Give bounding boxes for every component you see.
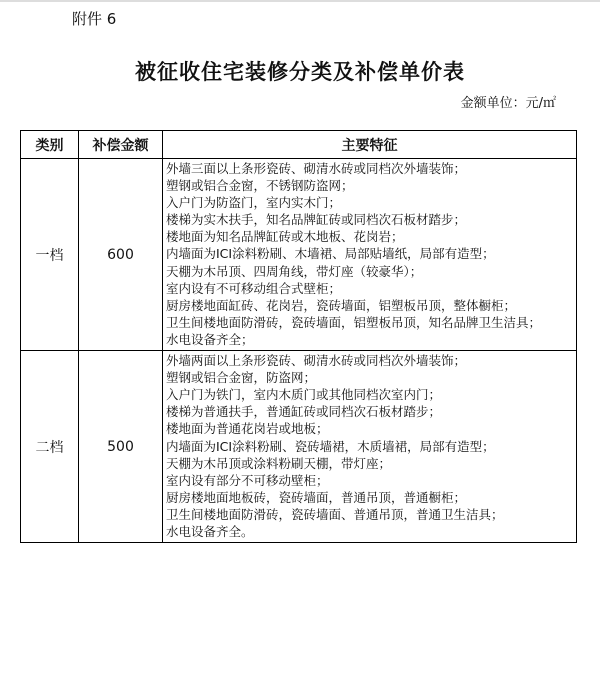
row-features: [163, 351, 577, 543]
header-amount: 补偿金额: [79, 131, 163, 159]
table-row: [21, 159, 577, 351]
feature-line: 内墙面为ICI涂料粉刷、瓷砖墙裙，木质墙裙，局部有造型；: [166, 438, 495, 454]
feature-line: 楼地面为知名品牌缸砖或木地板、花岗岩；: [166, 229, 404, 245]
annex-label: 附件 6: [72, 10, 117, 28]
feature-line: 天棚为木吊顶、四周角线，带灯座（较豪华）；: [166, 263, 423, 279]
amount-unit: 金额单位：元/㎡: [460, 96, 556, 111]
table-row: [21, 351, 577, 543]
feature-line: 水电设备齐全。: [166, 523, 254, 539]
feature-line: 室内设有部分不可移动壁柜；: [166, 472, 329, 488]
feature-line: 楼梯为实木扶手，知名品牌缸砖或同档次石板材踏步；: [166, 212, 467, 228]
feature-line: 卫生间楼地面防滑砖，瓷砖墙面，铝塑板吊顶，知名品牌卫生洁具；: [166, 314, 542, 330]
feature-line: 入户门为铁门，室内木质门或其他同档次室内门；: [166, 387, 442, 403]
feature-line: 入户门为防盗门，室内实木门；: [166, 195, 342, 211]
table-header-row: [21, 131, 577, 159]
feature-line: 厨房楼地面缸砖、花岗岩，瓷砖墙面，铝塑板吊顶，整体橱柜；: [166, 297, 517, 313]
row-category: 一档: [21, 159, 79, 351]
feature-line: 外墙三面以上条形瓷砖、砌清水砖或同档次外墙装饰；: [166, 161, 467, 176]
feature-line: 塑钢或铝合金窗，防盗网；: [166, 370, 317, 386]
feature-line: 楼梯为普通扶手，普通缸砖或同档次石板材踏步；: [166, 404, 442, 420]
header-features: 主要特征: [163, 131, 577, 159]
row-features: [163, 159, 577, 351]
feature-line: 厨房楼地面地板砖，瓷砖墙面，普通吊顶，普通橱柜；: [166, 489, 467, 505]
feature-line: 外墙两面以上条形瓷砖、砌清水砖或同档次外墙装饰；: [166, 353, 467, 369]
row-amount: 600: [79, 159, 163, 351]
row-category: 二档: [21, 351, 79, 543]
feature-line: 塑钢或铝合金窗，不锈钢防盗网；: [166, 178, 354, 194]
feature-line: 内墙面为ICI涂料粉刷、木墙裙、局部贴墙纸，局部有造型；: [166, 246, 495, 262]
row-amount: 500: [79, 351, 163, 543]
feature-line: 水电设备齐全；: [166, 331, 254, 347]
page-title: 被征收住宅装修分类及补偿单价表: [135, 59, 465, 84]
feature-line: 室内设有不可移动组合式壁柜；: [166, 280, 342, 296]
compensation-table: [20, 130, 577, 543]
feature-line: 卫生间楼地面防滑砖，瓷砖墙面、普通吊顶，普通卫生洁具；: [166, 506, 504, 522]
feature-line: 楼地面为普通花岗岩或地板；: [166, 421, 329, 437]
feature-line: 天棚为木吊顶或涂料粉刷天棚，带灯座；: [166, 455, 392, 471]
header-category: 类别: [21, 131, 79, 159]
image-top-edge: [0, 0, 600, 2]
